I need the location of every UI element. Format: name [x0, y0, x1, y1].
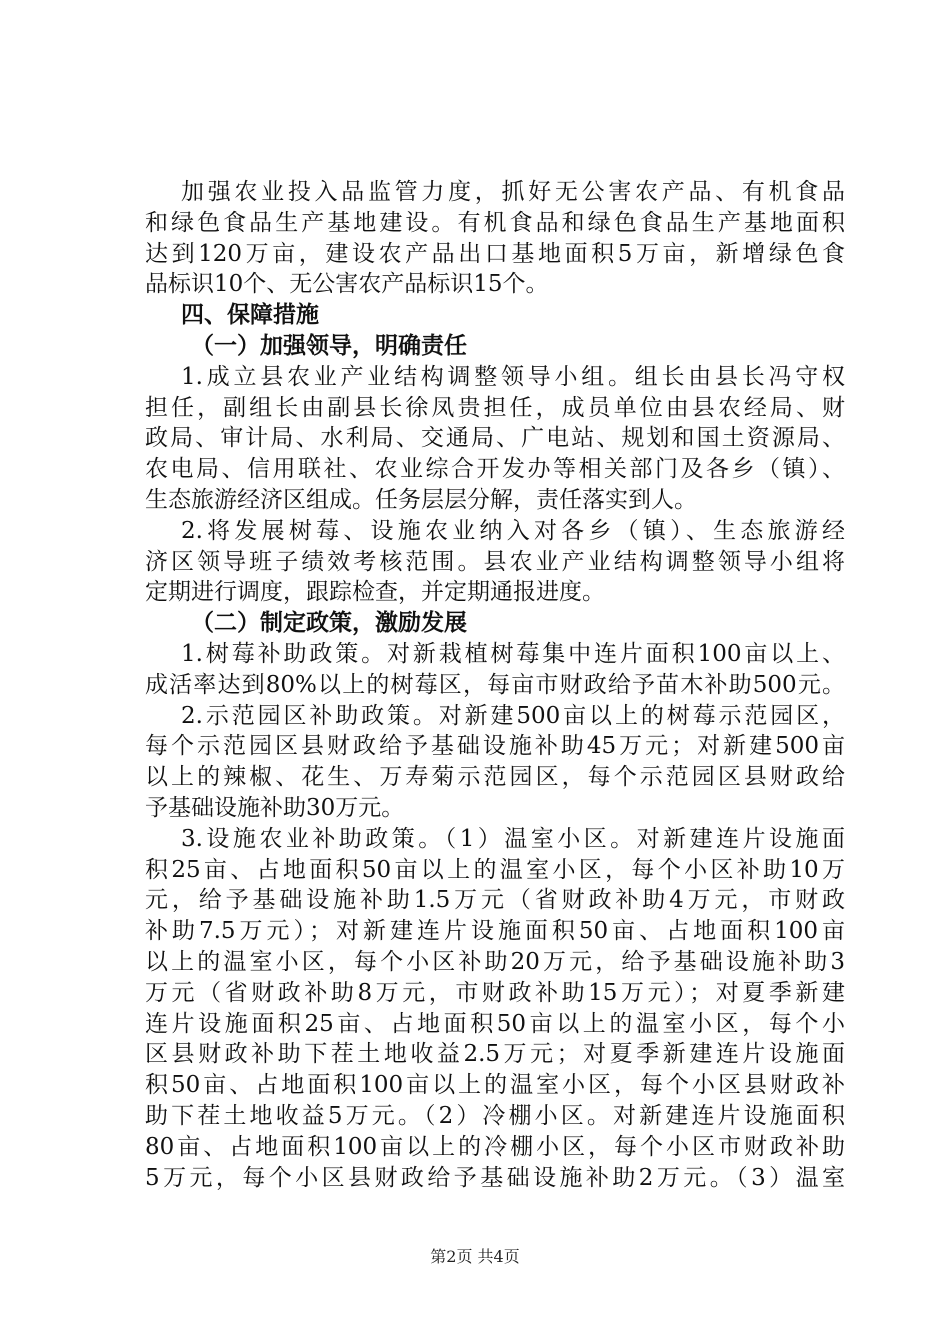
- paragraph-line: 以上的辣椒、花生、万寿菊示范园区，每个示范园区县财政给: [145, 764, 845, 791]
- paragraph-line: 和绿色食品生产基地建设。有机食品和绿色食品生产基地面积: [145, 209, 845, 236]
- page-number-footer: 第2页 共4页: [430, 1247, 520, 1266]
- document-body: [145, 177, 845, 1193]
- paragraph-line: 加强农业投入品监管力度，抓好无公害农产品、有机食品: [181, 179, 845, 205]
- paragraph-line: 5万元，每个小区县财政给予基础设施补助2万元。（3）温室: [145, 1164, 845, 1191]
- paragraph-line: 助下茬土地收益5万元。（2）冷棚小区。对新建连片设施面积: [145, 1102, 845, 1129]
- paragraph-line: 积25亩、占地面积50亩以上的温室小区，每个小区补助10万: [145, 856, 845, 883]
- subsection-heading: （一）加强领导，明确责任: [191, 332, 467, 359]
- paragraph-line: 2.将发展树莓、设施农业纳入对各乡（镇）、生态旅游经: [181, 517, 845, 544]
- section-heading: 四、保障措施: [181, 302, 319, 329]
- paragraph-line: 济区领导班子绩效考核范围。县农业产业结构调整领导小组将: [145, 548, 845, 575]
- paragraph-line: 成活率达到80%以上的树莓区，每亩市财政给予苗木补助500元。: [145, 671, 845, 698]
- paragraph-line: 元，给予基础设施补助1.5万元（省财政补助4万元，市财政: [145, 887, 845, 914]
- paragraph-line: 1.树莓补助政策。对新栽植树莓集中连片面积100亩以上、: [181, 640, 845, 667]
- paragraph-line: 生态旅游经济区组成。任务层层分解，责任落实到人。: [145, 486, 697, 513]
- paragraph-line: 每个示范园区县财政给予基础设施补助45万元；对新建500亩: [145, 733, 845, 760]
- paragraph-line: 予基础设施补助30万元。: [145, 794, 405, 821]
- paragraph-line: 以上的温室小区，每个小区补助20万元，给予基础设施补助3: [145, 948, 845, 975]
- paragraph-line: 万元（省财政补助8万元，市财政补助15万元）；对夏季新建: [145, 979, 845, 1006]
- paragraph-line: 连片设施面积25亩、占地面积50亩以上的温室小区，每个小: [145, 1010, 845, 1037]
- paragraph-line: 农电局、信用联社、农业综合开发办等相关部门及各乡（镇）、: [145, 456, 845, 483]
- paragraph-line: 担任，副组长由副县长徐凤贵担任，成员单位由县农经局、财: [145, 394, 845, 421]
- paragraph-line: 定期进行调度，跟踪检查，并定期通报进度。: [145, 579, 605, 606]
- paragraph-line: 补助7.5万元）；对新建连片设施面积50亩、占地面积100亩: [145, 918, 845, 945]
- paragraph-line: 积50亩、占地面积100亩以上的温室小区，每个小区县财政补: [145, 1072, 845, 1099]
- paragraph-line: 品标识10个、无公害农产品标识15个。: [145, 271, 549, 298]
- paragraph-line: 区县财政补助下茬土地收益2.5万元；对夏季新建连片设施面: [145, 1041, 845, 1068]
- paragraph-line: 80亩、占地面积100亩以上的冷棚小区，每个小区市财政补助: [145, 1133, 845, 1160]
- paragraph-line: 达到120万亩，建设农产品出口基地面积5万亩，新增绿色食: [145, 240, 845, 267]
- paragraph-line: 3.设施农业补助政策。（1）温室小区。对新建连片设施面: [181, 825, 845, 852]
- subsection-heading: （二）制定政策，激励发展: [191, 610, 467, 637]
- paragraph-line: 政局、审计局、水利局、交通局、广电站、规划和国土资源局、: [145, 425, 845, 452]
- paragraph-line: 2.示范园区补助政策。对新建500亩以上的树莓示范园区，: [181, 702, 845, 729]
- paragraph-line: 1.成立县农业产业结构调整领导小组。组长由县长冯守权: [181, 363, 845, 390]
